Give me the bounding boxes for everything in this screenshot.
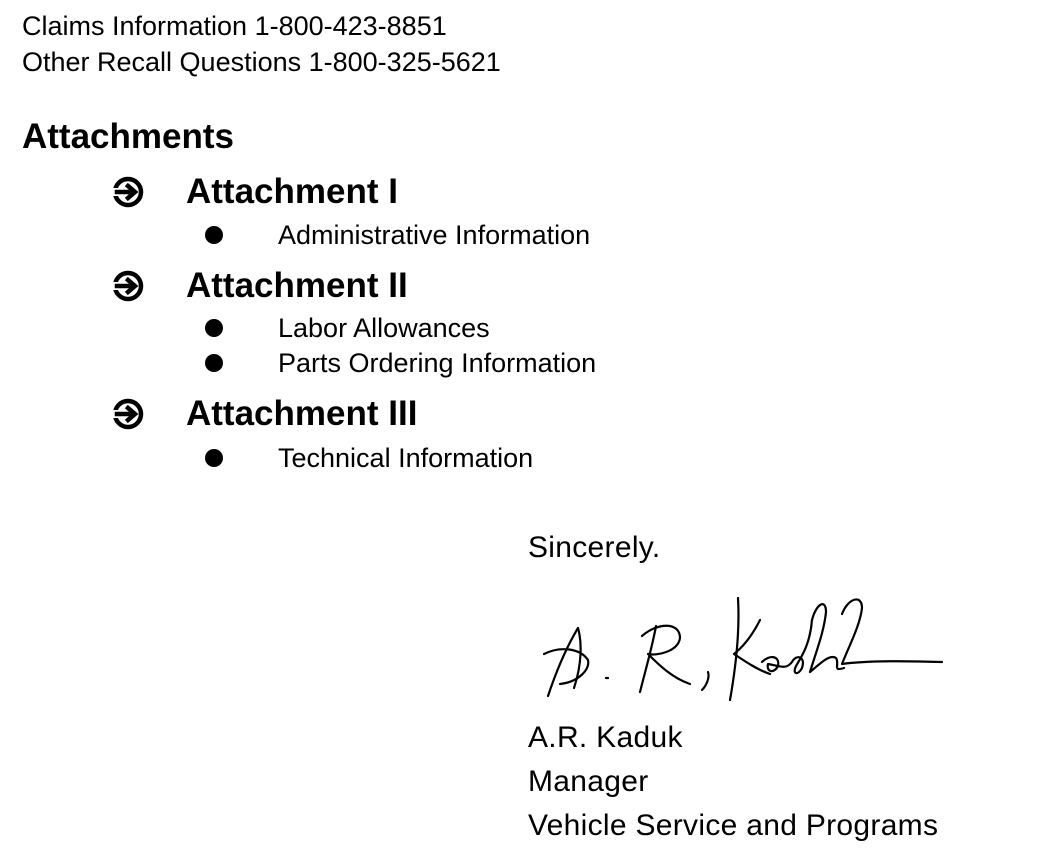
attachment-ii-item-parts: Parts Ordering Information (278, 348, 597, 378)
bullet-icon (205, 354, 223, 372)
arrow-right-circle-icon (112, 270, 144, 302)
arrow-right-circle-icon (112, 398, 144, 430)
bullet-icon (205, 226, 223, 244)
signer-title: Manager (528, 765, 649, 798)
attachment-ii-title: Attachment II (186, 266, 408, 305)
claims-information-line: Claims Information 1-800-423-8851 (22, 11, 447, 41)
other-recall-questions-line: Other Recall Questions 1-800-325-5621 (22, 47, 501, 77)
arrow-right-circle-icon (112, 176, 144, 208)
handwritten-signature (530, 592, 950, 704)
attachment-i-title: Attachment I (186, 172, 398, 211)
attachments-heading: Attachments (22, 117, 234, 156)
attachment-iii-title: Attachment III (186, 394, 418, 433)
attachment-i-item-administrative: Administrative Information (278, 220, 591, 250)
closing-salutation: Sincerely. (528, 531, 661, 564)
signer-name: A.R. Kaduk (528, 721, 683, 754)
bullet-icon (205, 319, 223, 337)
bullet-icon (205, 449, 223, 467)
attachment-iii-item-technical: Technical Information (278, 443, 534, 473)
signer-department: Vehicle Service and Programs (528, 809, 939, 842)
attachment-ii-item-labor: Labor Allowances (278, 313, 490, 343)
